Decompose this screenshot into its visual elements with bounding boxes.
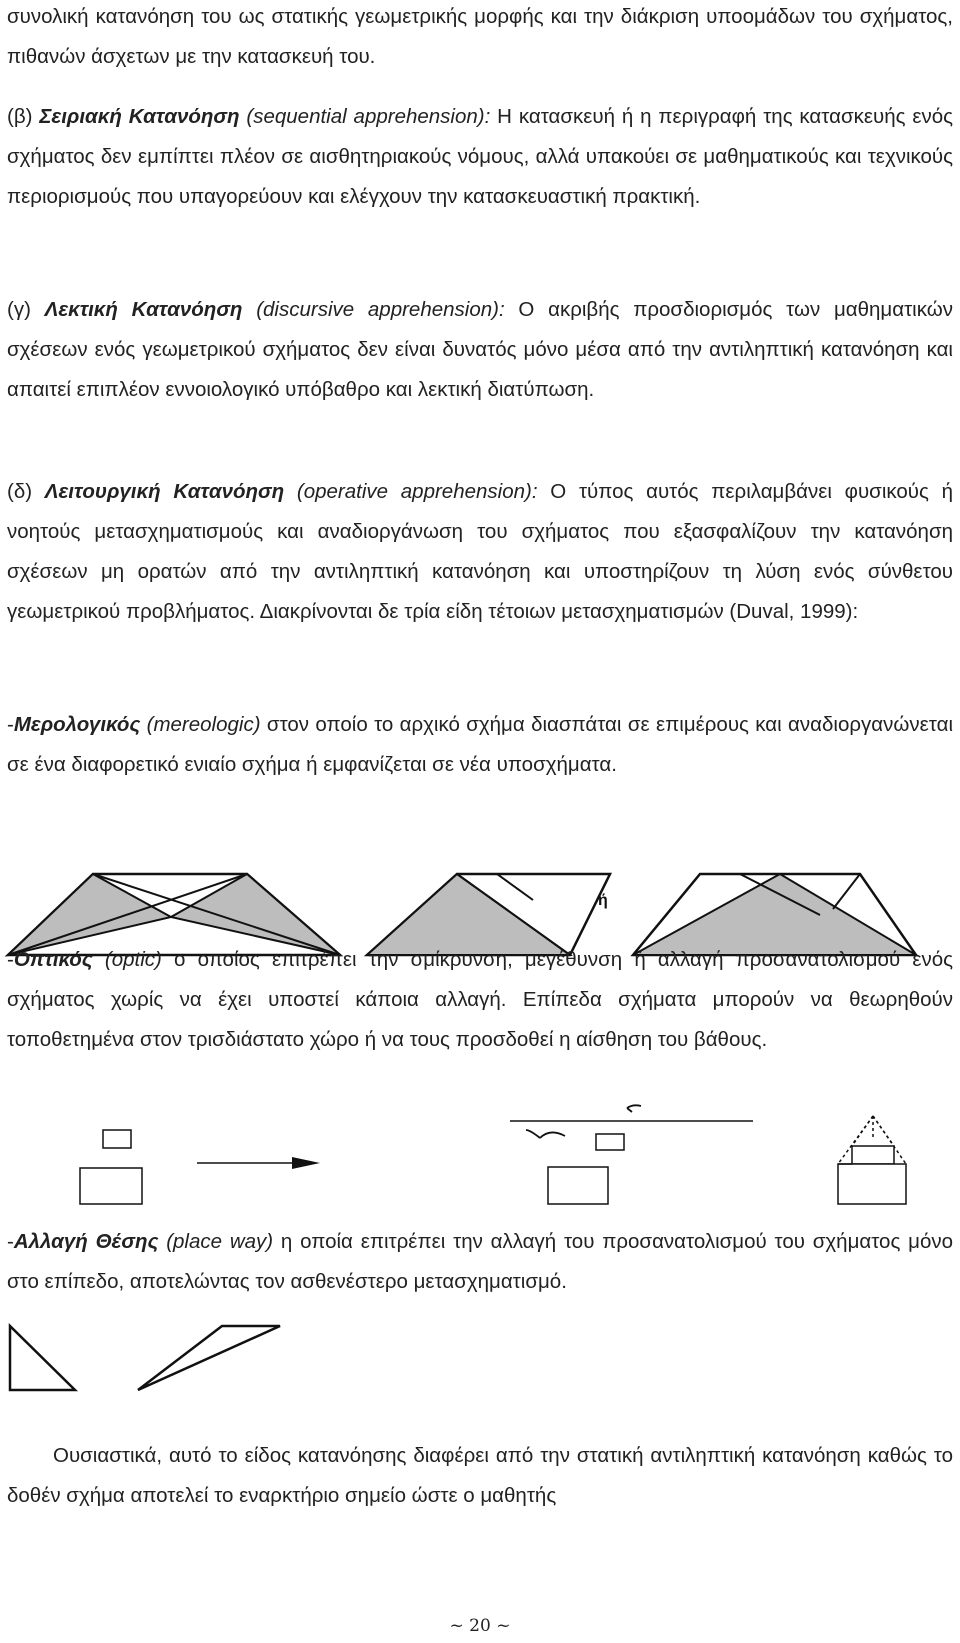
perspective-scene (510, 1105, 753, 1204)
term-english-place-way: (place way) (158, 1230, 274, 1253)
distant-rectangle (596, 1134, 624, 1150)
paragraph-discursive-apprehension (7, 290, 953, 410)
list-dash: - (7, 1230, 14, 1253)
paragraph-body: ο οποίος επιτρέπει την σμίκρυνση, μεγέθυνση ή αλλαγή προσανατολισμού ενός σχήματος χωρίς να έχει υποστεί κάποια αλλαγή. Επίπεδα σχήματα μπορούν να θεωρηθούν τοποθετημένα στον τρισδιάστατο χώρο ή να τους προσδοθεί η αίσθηση του βάθους. (7, 948, 954, 1051)
transform-arrow (197, 1157, 320, 1169)
figure-place-way (0, 1318, 960, 1398)
paragraph-operative-apprehension (7, 472, 953, 632)
rotated-triangle (138, 1326, 280, 1390)
paragraph-sequential-apprehension (7, 97, 953, 217)
term-operative: Λειτουργική Κατανόηση (44, 480, 285, 503)
depth-projection (838, 1116, 906, 1204)
term-english-sequential: (sequential apprehension): (246, 105, 491, 128)
small-rectangle (103, 1130, 131, 1148)
term-place-way: Αλλαγή Θέσης (13, 1230, 159, 1253)
paragraph-body: στον οποίο το αρχικό σχήμα διασπάται σε επιμέρους και αναδιοργανώνεται σε ένα διαφορετικό ενιαίο σχήμα ή εμφανίζεται σε νέα υποσχήματα. (7, 713, 953, 776)
item-label: (β) (7, 105, 40, 128)
item-label: (γ) (7, 298, 45, 321)
term-sequential: Σειριακή Κατανόηση (39, 105, 240, 128)
list-dash: - (7, 713, 14, 736)
item-label: (δ) (7, 480, 45, 503)
term-optic: Οπτικός (13, 948, 93, 971)
term-english-discursive: (discursive apprehension): (256, 298, 505, 321)
page-number: ~ 20 ~ (449, 1616, 511, 1636)
list-dash: - (7, 948, 14, 971)
paragraph-intro-continuation: συνολική κατανόηση του ως στατικής γεωμετρικής μορφής και την διάκριση υποομάδων του σχήματος, πιθανών άσχετων με την κατασκευή του. (7, 5, 953, 68)
paragraph-body: η οποία επιτρέπει την αλλαγή του προσανατολισμού του σχήματος μόνο στο επίπεδο, αποτελώντας τον ασθενέστερο μετασχηματισμό. (7, 1230, 953, 1293)
term-english-mereologic: (mereologic) (140, 713, 261, 736)
term-english-optic: (optic) (92, 948, 162, 971)
near-rectangle (548, 1167, 608, 1204)
term-discursive: Λεκτική Κατανόηση (44, 298, 243, 321)
paragraph-conclusion: Ουσιαστικά, αυτό το είδος κατανόησης διαφέρει από την στατική αντιληπτική κατανόηση καθώς το δοθέν σχήμα αποτελεί το εναρκτήριο σημείο ώστε ο μαθητής (7, 1444, 953, 1507)
figure-or-label: ή (598, 892, 608, 909)
paragraph-place-way (7, 1222, 953, 1302)
paragraph-mereologic (7, 705, 953, 785)
right-triangle (10, 1326, 75, 1390)
paragraph-body: Η κατασκευή ή η περιγραφή της κατασκευής ενός σχήματος δεν εμπίπτει πλέον σε αισθητηριακούς νόμους, αλλά υπακούει σε μαθηματικούς και τεχνικούς περιορισμούς που υπαγορεύουν και ελέγχουν την κατασκευαστική πρακτική. (7, 105, 954, 208)
paragraph-body: Ο ακριβής προσδιορισμός των μαθηματικών σχέσεων ενός γεωμετρικού σχήματος δεν είναι δυνατός μόνο μέσα από την αντιληπτική κατανόηση και απαιτεί επιπλέον εννοιολογικό υπόβαθρο και λεκτική διατύπωση. (7, 298, 953, 401)
large-rectangle (80, 1168, 142, 1204)
term-english-operative: (operative apprehension): (296, 480, 538, 503)
term-mereologic: Μερολογικός (13, 713, 141, 736)
figure-optic (0, 1100, 960, 1215)
paragraph-body: Ο τύπος αυτός περιλαμβάνει φυσικούς ή νοητούς μετασχηματισμούς και αναδιοργάνωση του σχήματος που εξασφαλίζουν την κατανόηση σχέσεων μη ορατών από την αντιληπτική κατανόηση και υποστηρίζουν τη λύση ενός σύνθετου γεωμετρικού προβλήματος. Διακρίνονται δε τρία είδη τέτοιων μετασχηματισμών (Duval, 1999): (7, 480, 954, 623)
paragraph-optic (7, 940, 953, 1060)
